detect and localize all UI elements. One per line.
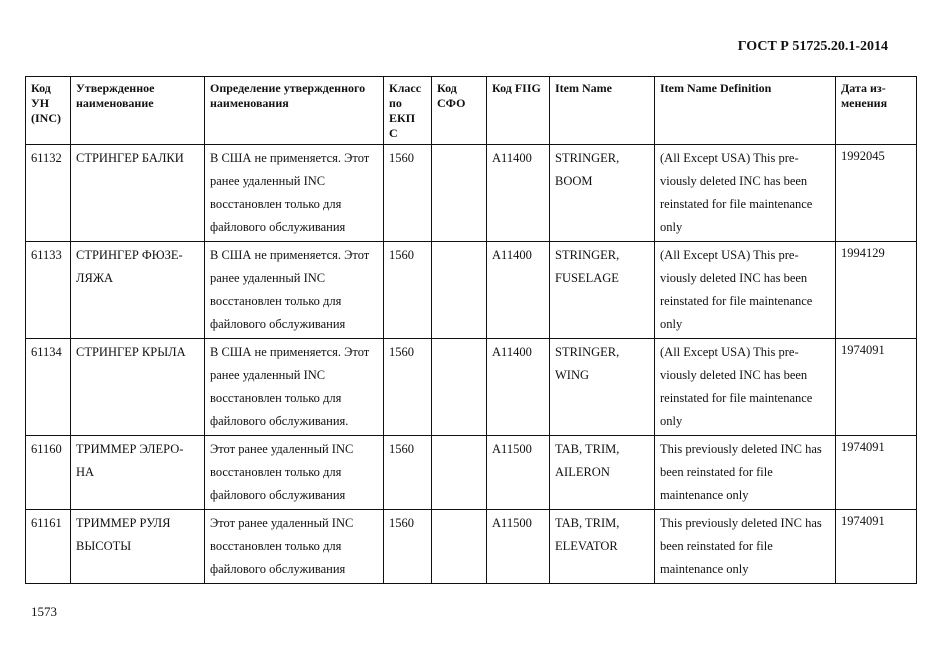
col-header-sfo: Код СФО [432, 77, 487, 145]
col-header-fiig: Код FIIG [487, 77, 550, 145]
col-header-item-name: Item Name [550, 77, 655, 145]
header-row [26, 77, 917, 145]
cell-name: ТРИММЕР РУЛЯ ВЫСОТЫ [71, 510, 205, 584]
cell-sfo [432, 242, 487, 339]
cell-name: СТРИНГЕР ФЮЗЕ-ЛЯЖА [71, 242, 205, 339]
cell-class: 1560 [384, 510, 432, 584]
cell-name: ТРИММЕР ЭЛЕРО-НА [71, 436, 205, 510]
cell-date: 1974091 [836, 510, 917, 584]
cell-item-def: (All Except USA) This pre-viously deleted INC has been reinstated for file maintenance only [655, 145, 836, 242]
cell-code: 61160 [26, 436, 71, 510]
cell-fiig: A11500 [487, 510, 550, 584]
cell-item-name: TAB, TRIM, ELEVATOR [550, 510, 655, 584]
cell-code: 61134 [26, 339, 71, 436]
cell-definition: Этот ранее удаленный INC восстановлен только для файлового обслуживания [205, 510, 384, 584]
cell-item-name: TAB, TRIM, AILERON [550, 436, 655, 510]
cell-item-name: STRINGER, BOOM [550, 145, 655, 242]
col-header-class: Класс по ЕКП С [384, 77, 432, 145]
cell-code: 61161 [26, 510, 71, 584]
cell-definition: В США не применяется. Этот ранее удаленный INC восстановлен только для файлового обслуживания [205, 145, 384, 242]
cell-sfo [432, 339, 487, 436]
cell-date: 1974091 [836, 436, 917, 510]
table-row [26, 145, 917, 242]
cell-fiig: A11500 [487, 436, 550, 510]
cell-fiig: A11400 [487, 339, 550, 436]
cell-sfo [432, 436, 487, 510]
document-standard-number: ГОСТ Р 51725.20.1-2014 [737, 39, 888, 54]
cell-sfo [432, 510, 487, 584]
cell-class: 1560 [384, 145, 432, 242]
cell-definition: Этот ранее удаленный INC восстановлен только для файлового обслуживания [205, 436, 384, 510]
cell-date: 1974091 [836, 339, 917, 436]
cell-class: 1560 [384, 242, 432, 339]
cell-name: СТРИНГЕР БАЛКИ [71, 145, 205, 242]
cell-item-name: STRINGER, FUSELAGE [550, 242, 655, 339]
cell-definition: В США не применяется. Этот ранее удаленный INC восстановлен только для файлового обслуживания [205, 242, 384, 339]
cell-item-def: This previously deleted INC has been reinstated for file maintenance only [655, 436, 836, 510]
cell-item-name: STRINGER, WING [550, 339, 655, 436]
cell-definition: В США не применяется. Этот ранее удаленный INC восстановлен только для файлового обслуживания. [205, 339, 384, 436]
page-number: 1573 [31, 604, 57, 619]
table-row [26, 242, 917, 339]
cell-fiig: A11400 [487, 242, 550, 339]
cell-item-def: This previously deleted INC has been reinstated for file maintenance only [655, 510, 836, 584]
cell-sfo [432, 145, 487, 242]
cell-code: 61132 [26, 145, 71, 242]
cell-class: 1560 [384, 436, 432, 510]
cell-item-def: (All Except USA) This pre-viously deleted INC has been reinstated for file maintenance only [655, 242, 836, 339]
col-header-code: Код УН (INC) [26, 77, 71, 145]
col-header-date: Дата из-менения [836, 77, 917, 145]
cell-code: 61133 [26, 242, 71, 339]
col-header-item-def: Item Name Definition [655, 77, 836, 145]
cell-date: 1992045 [836, 145, 917, 242]
cell-class: 1560 [384, 339, 432, 436]
cell-fiig: A11400 [487, 145, 550, 242]
cell-date: 1994129 [836, 242, 917, 339]
table-row [26, 436, 917, 510]
col-header-definition: Определение утвержденного наименования [205, 77, 384, 145]
col-header-name: Утвержденное наименование [71, 77, 205, 145]
table-row [26, 339, 917, 436]
inc-table [25, 76, 917, 584]
cell-item-def: (All Except USA) This pre-viously deleted INC has been reinstated for file maintenance only [655, 339, 836, 436]
table-row [26, 510, 917, 584]
cell-name: СТРИНГЕР КРЫЛА [71, 339, 205, 436]
